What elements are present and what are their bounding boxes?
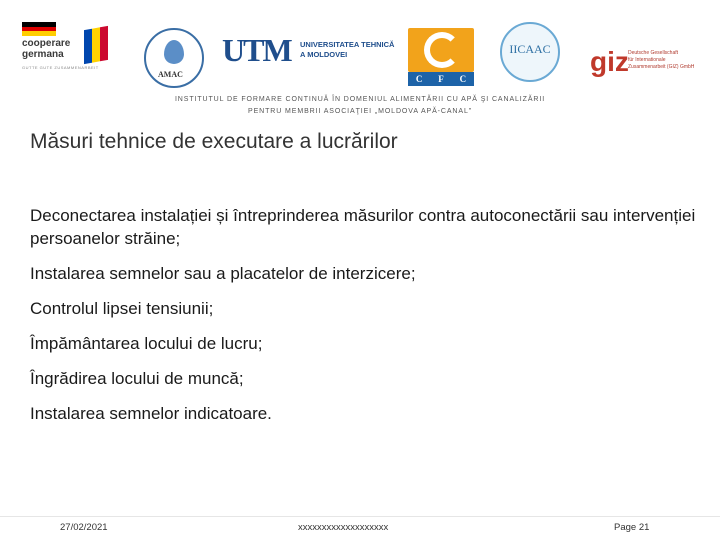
logo-strip <box>0 8 720 88</box>
cfc-letter-bar <box>408 72 474 86</box>
cooperare-text: cooperare <box>22 38 71 49</box>
giz-wordmark: giz <box>590 46 629 77</box>
giz-line3: Zusammenarbeit (GIZ) GmbH <box>628 64 695 70</box>
giz-line2: für Internationale <box>628 57 666 63</box>
iicaac-logo <box>500 22 562 84</box>
cooperare-germana-logo <box>20 22 112 80</box>
cfc-emblem <box>408 28 474 72</box>
bullet-item: Instalarea semnelor sau a placatelor de interzicere; <box>30 264 416 283</box>
institute-header <box>0 94 720 118</box>
cfc-letter: C <box>459 74 467 84</box>
utm-mark: UTM <box>222 32 291 68</box>
amac-label: AMAC <box>158 70 183 79</box>
footer-middle-text: xxxxxxxxxxxxxxxxxxx <box>298 522 389 533</box>
water-drop-icon <box>164 40 184 64</box>
footer-date: 27/02/2021 <box>60 522 108 533</box>
footer-page-number: Page 21 <box>614 522 650 533</box>
amac-logo <box>140 28 212 92</box>
institute-line2: PENTRU MEMBRII ASOCIAŢIEI „MOLDOVA APĂ-CANAL” <box>248 108 472 115</box>
utm-line1: UNIVERSITATEA TEHNICĂ <box>300 40 395 49</box>
cooperare-subtext: GUTTE GUTE ZUSAMMENARBEIT <box>22 65 99 70</box>
germany-flag-icon <box>22 22 56 36</box>
bullet-item: Controlul lipsei tensiunii; <box>30 299 214 318</box>
slide-title: Măsuri tehnice de executare a lucrărilor <box>30 130 398 153</box>
institute-line1: INSTITUTUL DE FORMARE CONTINUĂ ÎN DOMENIUL ALIMENTĂRII CU APĂ ŞI CANALIZĂRII <box>174 96 546 103</box>
moldova-flag-icon <box>84 26 108 64</box>
footer-divider <box>0 516 720 517</box>
bullet-item: Îngrădirea locului de muncă; <box>30 369 244 388</box>
bullet-item: Deconectarea instalației și întreprinderea măsurilor contra autoconectării sau intervenției persoanelor străine; <box>30 206 696 248</box>
bullet-item: Instalarea semnelor indicatoare. <box>30 404 272 423</box>
bullet-item: Împământarea locului de lucru; <box>30 334 263 353</box>
cfc-logo <box>408 28 474 88</box>
germana-text: germana <box>22 49 64 60</box>
giz-logo <box>590 46 710 86</box>
giz-line1: Deutsche Gesellschaft <box>628 50 679 56</box>
ring-icon <box>424 32 460 68</box>
utm-line2: A MOLDOVEI <box>300 50 348 59</box>
iicaac-label: IICAAC <box>509 42 551 56</box>
cfc-letter: C <box>415 74 423 84</box>
cfc-letter: F <box>438 74 444 84</box>
bullet-list <box>30 204 712 437</box>
utm-logo <box>222 32 400 72</box>
